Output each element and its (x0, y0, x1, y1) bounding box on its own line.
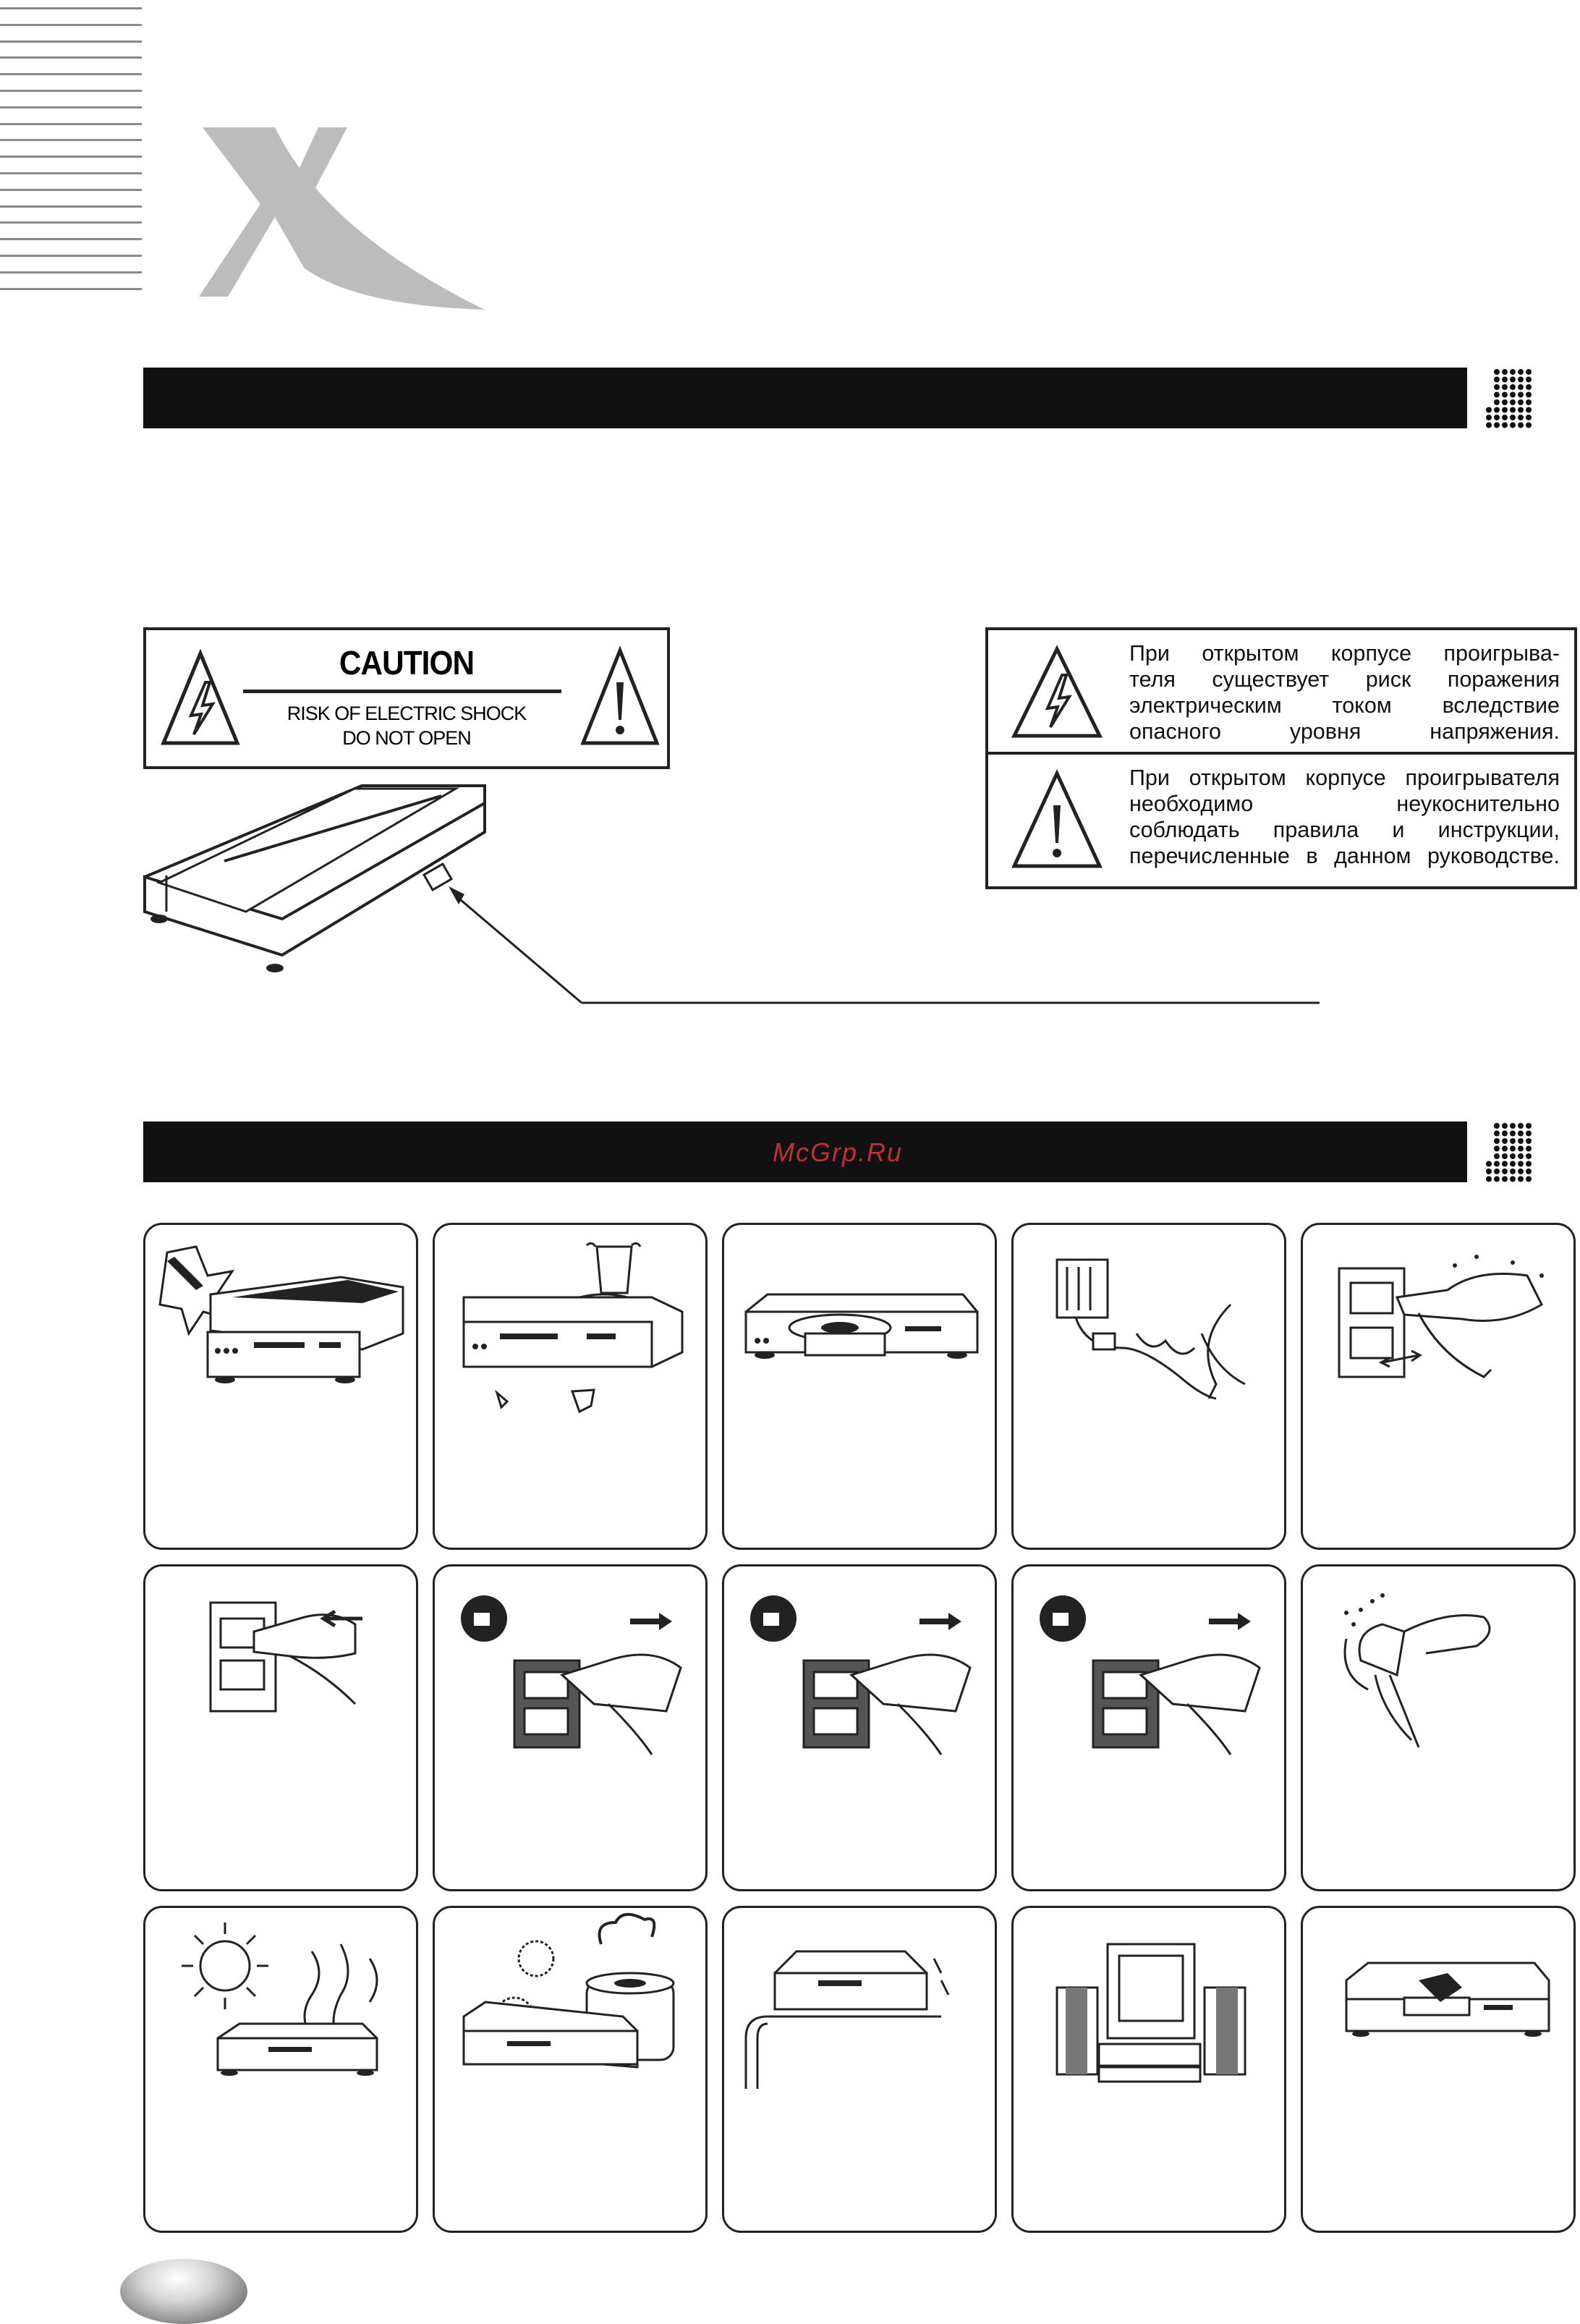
caution-label (143, 627, 670, 769)
halftone-dot (1494, 1161, 1500, 1167)
halftone-dot (1510, 392, 1516, 398)
precaution-panel-unplug-2 (722, 1564, 997, 1891)
halftone-dot (1486, 1169, 1492, 1174)
halftone-dot (1502, 1123, 1508, 1129)
halftone-dot (1494, 1176, 1500, 1182)
margin-stripe (0, 205, 142, 208)
halftone-dot (1510, 399, 1516, 405)
halftone-dot (1494, 1153, 1500, 1159)
halftone-dot (1518, 1146, 1524, 1152)
halftone-dot (1526, 415, 1532, 420)
halftone-dot (1494, 384, 1500, 390)
halftone-dot (1494, 1146, 1500, 1152)
precaution-panel-ventilation (1011, 1906, 1286, 2233)
halftone-dot (1494, 1169, 1500, 1174)
halftone-dot (1494, 399, 1500, 405)
halftone-dot (1486, 1161, 1492, 1167)
precaution-panel-unstable-surface (722, 1906, 997, 2233)
halftone-dot (1526, 1176, 1532, 1182)
halftone-dot (1486, 1176, 1492, 1182)
margin-stripe (0, 271, 142, 273)
halftone-dot (1526, 407, 1532, 413)
halftone-dot (1526, 392, 1532, 398)
caution-title: CAUTION (339, 644, 475, 682)
margin-stripe (0, 238, 142, 240)
halftone-dot (1510, 407, 1516, 413)
halftone-dot (1494, 1131, 1500, 1137)
margin-stripe (0, 24, 142, 26)
halftone-dot (1510, 415, 1516, 420)
halftone-dot (1502, 369, 1508, 375)
halftone-dot (1502, 423, 1508, 428)
caution-divider (243, 690, 561, 693)
halftone-dot (1526, 423, 1532, 428)
halftone-dot (1526, 399, 1532, 405)
halftone-dot (1486, 423, 1492, 428)
stylized-x-logo (195, 123, 485, 318)
exclamation-triangle-icon (580, 646, 660, 747)
precaution-panel-unplug-grip (143, 1564, 418, 1891)
halftone-dot (1518, 1131, 1524, 1137)
halftone-dot (1502, 392, 1508, 398)
halftone-dot (1494, 377, 1500, 383)
precaution-panel-unplug-3 (1011, 1564, 1286, 1891)
halftone-dot (1510, 1131, 1516, 1137)
halftone-dot (1510, 1176, 1516, 1182)
precaution-panel-liquids (433, 1223, 708, 1550)
precaution-panel-heat-sun (143, 1906, 418, 2233)
halftone-dot (1494, 423, 1500, 428)
halftone-dot (1510, 1123, 1516, 1129)
halftone-dot (1518, 384, 1524, 390)
halftone-dot (1502, 1161, 1508, 1167)
warning-shock-text: При открытом корпусе проигрыва- теля существует риск поражения электрическим током вследствие опасного уровня напряжения. (1129, 641, 1560, 744)
halftone-dot (1502, 1131, 1508, 1137)
precaution-panel-humidity (433, 1906, 708, 2233)
margin-stripe (0, 156, 142, 158)
watermark-text: McGrp.Ru (772, 1137, 904, 1167)
dvd-player-illustration (137, 781, 1324, 1013)
margin-stripe (0, 123, 142, 125)
halftone-dot (1510, 1138, 1516, 1144)
margin-stripe (0, 139, 142, 141)
halftone-dot (1510, 1161, 1516, 1167)
margin-stripe (0, 189, 142, 191)
halftone-dot (1502, 384, 1508, 390)
precaution-panel-wet-hands (1301, 1223, 1576, 1550)
halftone-dot (1494, 392, 1500, 398)
halftone-dot (1502, 1138, 1508, 1144)
margin-stripe (0, 288, 142, 290)
precaution-panel-disc-tray (722, 1223, 997, 1550)
halftone-dots-pattern (1467, 1121, 1532, 1182)
halftone-dot (1510, 369, 1516, 375)
halftone-dot (1510, 377, 1516, 383)
halftone-dot (1486, 415, 1492, 420)
caution-line-1: RISK OF ELECTRIC SHOCK (286, 703, 527, 724)
precaution-panel-plug-sparks (1301, 1564, 1576, 1891)
margin-stripe (0, 221, 142, 224)
halftone-dot (1502, 399, 1508, 405)
halftone-dot (1510, 384, 1516, 390)
page-number-badge (120, 2259, 247, 2324)
halftone-dot (1502, 1176, 1508, 1182)
lightning-triangle-icon (1010, 645, 1104, 740)
halftone-dot (1526, 1123, 1532, 1129)
halftone-dot (1518, 369, 1524, 375)
halftone-dot (1494, 407, 1500, 413)
halftone-dot (1526, 1169, 1532, 1174)
halftone-dot (1526, 1161, 1532, 1167)
halftone-dot (1526, 1131, 1532, 1137)
halftone-dot (1518, 1138, 1524, 1144)
halftone-dot (1518, 1169, 1524, 1174)
halftone-dot (1518, 1161, 1524, 1167)
halftone-dot (1526, 1138, 1532, 1144)
halftone-dot (1510, 1146, 1516, 1152)
halftone-dot (1494, 1138, 1500, 1144)
halftone-dot (1518, 392, 1524, 398)
halftone-dot (1518, 399, 1524, 405)
halftone-dot (1518, 423, 1524, 428)
halftone-dot (1518, 1153, 1524, 1159)
halftone-dot (1518, 415, 1524, 420)
section-bar-safety (143, 368, 1532, 428)
section-bar-precautions (143, 1121, 1532, 1182)
precaution-panel-unplug-1 (433, 1564, 708, 1891)
margin-stripe (0, 172, 142, 174)
margin-stripe (0, 106, 142, 109)
warning-instructions-text: При открытом корпусе проигрывателя необходимо неукоснительно соблюдать правила и инструкции, перечисленные в данном руководстве. (1129, 766, 1560, 868)
halftone-dot (1510, 423, 1516, 428)
halftone-dot (1486, 407, 1492, 413)
margin-stripe (0, 7, 142, 9)
margin-stripe (0, 90, 142, 92)
halftone-dot (1518, 1123, 1524, 1129)
halftone-dot (1494, 369, 1500, 375)
halftone-dot (1502, 1169, 1508, 1174)
halftone-dot (1526, 369, 1532, 375)
halftone-dot (1518, 1176, 1524, 1182)
lightning-triangle-icon (161, 649, 240, 747)
halftone-dot (1494, 415, 1500, 420)
margin-stripe (0, 73, 142, 75)
halftone-dot (1518, 407, 1524, 413)
halftone-dots-pattern (1467, 368, 1532, 428)
halftone-dot (1526, 384, 1532, 390)
halftone-dot (1502, 415, 1508, 420)
warnings-divider (988, 752, 1574, 755)
precaution-panel-cord-damage (1011, 1223, 1286, 1550)
halftone-dot (1510, 1169, 1516, 1174)
halftone-dot (1526, 1146, 1532, 1152)
halftone-dot (1502, 1153, 1508, 1159)
halftone-dot (1494, 1123, 1500, 1129)
halftone-dot (1502, 377, 1508, 383)
halftone-dot (1518, 377, 1524, 383)
caution-line-2: DO NOT OPEN (342, 727, 471, 749)
halftone-dot (1510, 1153, 1516, 1159)
precaution-panel-foreign-objects (1301, 1906, 1576, 2233)
halftone-dot (1502, 1146, 1508, 1152)
halftone-dot (1526, 1153, 1532, 1159)
halftone-dot (1502, 407, 1508, 413)
margin-stripe (0, 41, 142, 43)
precaution-panel-insertion (143, 1223, 418, 1550)
margin-stripe (0, 255, 142, 257)
margin-stripe (0, 56, 142, 59)
halftone-dot (1526, 377, 1532, 383)
